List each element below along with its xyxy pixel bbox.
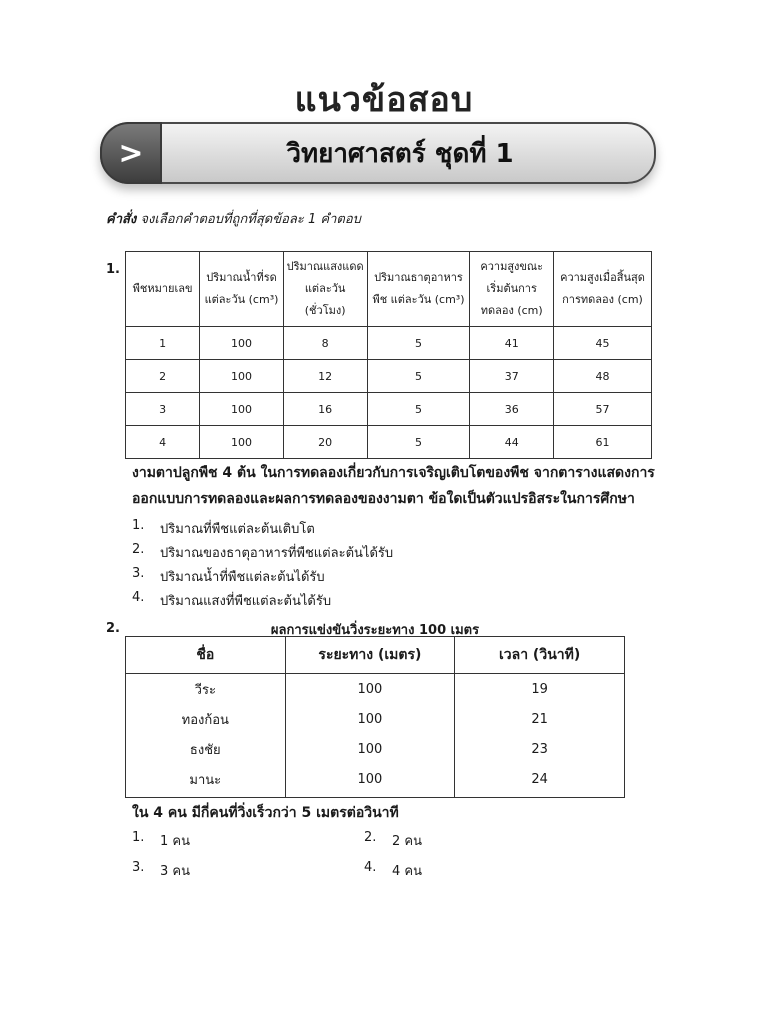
table-cell: 5 bbox=[367, 393, 470, 426]
race-results-table bbox=[125, 636, 625, 798]
question-2-options bbox=[132, 830, 484, 884]
question-line: ออกแบบการทดลองและผลการทดลองของงามตา ข้อใดเป็นตัวแปรอิสระในการศึกษา bbox=[132, 491, 635, 507]
column-header: ระยะทาง (เมตร) bbox=[285, 637, 455, 674]
table-row bbox=[126, 393, 652, 426]
table-cell: วีระ bbox=[126, 674, 286, 705]
table-cell: 21 bbox=[455, 704, 625, 734]
option-number: 1. bbox=[132, 518, 145, 533]
table-cell: 100 bbox=[285, 704, 455, 734]
answer-option[interactable] bbox=[132, 830, 364, 854]
instruction bbox=[106, 208, 361, 229]
question-line: งามตาปลูกพืช 4 ต้น ในการทดลองเกี่ยวกับการเจริญเติบโตของพืช จากตารางแสดงการ bbox=[132, 465, 655, 481]
table-cell: 100 bbox=[200, 393, 284, 426]
table-cell: 37 bbox=[470, 360, 553, 393]
table-cell: 24 bbox=[455, 764, 625, 798]
table-cell: 100 bbox=[200, 360, 284, 393]
option-number: 2. bbox=[132, 542, 145, 557]
column-header: ความสูงขณะ เริ่มต้นการ ทดลอง (cm) bbox=[470, 252, 553, 327]
column-header: พืชหมายเลข bbox=[126, 252, 200, 327]
table-cell: 1 bbox=[126, 327, 200, 360]
answer-option[interactable] bbox=[364, 830, 484, 854]
page-title: แนวข้อสอบ bbox=[294, 80, 474, 120]
table-cell: 48 bbox=[553, 360, 651, 393]
table-row bbox=[126, 426, 652, 459]
table-cell: 16 bbox=[283, 393, 367, 426]
table-cell: มานะ bbox=[126, 764, 286, 798]
table-cell: 100 bbox=[285, 734, 455, 764]
option-number: 4. bbox=[364, 860, 377, 875]
option-number: 4. bbox=[132, 590, 145, 605]
column-header: ชื่อ bbox=[126, 637, 286, 674]
answer-option[interactable] bbox=[132, 590, 393, 614]
question-2-text: ใน 4 คน มีกี่คนที่วิ่งเร็วกว่า 5 เมตรต่อวินาที bbox=[132, 805, 399, 821]
answer-option[interactable] bbox=[132, 566, 393, 590]
table-row bbox=[126, 327, 652, 360]
column-header: ปริมาณแสงแดด แต่ละวัน (ชั่วโมง) bbox=[283, 252, 367, 327]
table-cell: 100 bbox=[285, 674, 455, 705]
option-number: 3. bbox=[132, 566, 145, 581]
plant-experiment-table bbox=[125, 251, 652, 459]
option-text: 2 คน bbox=[392, 834, 422, 849]
table-cell: 19 bbox=[455, 674, 625, 705]
option-text: ปริมาณของธาตุอาหารที่พืชแต่ละต้นได้รับ bbox=[160, 546, 394, 561]
column-header: ความสูงเมื่อสิ้นสุด การทดลอง (cm) bbox=[553, 252, 651, 327]
table-header-row bbox=[126, 252, 652, 327]
table-row bbox=[126, 704, 625, 734]
table-cell: 44 bbox=[470, 426, 553, 459]
column-header: ปริมาณน้ำที่รด แต่ละวัน (cm³) bbox=[200, 252, 284, 327]
option-number: 1. bbox=[132, 830, 145, 845]
table-cell: 45 bbox=[553, 327, 651, 360]
option-text: ปริมาณน้ำที่พืชแต่ละต้นได้รับ bbox=[160, 570, 325, 585]
table-cell: 3 bbox=[126, 393, 200, 426]
option-text: 4 คน bbox=[392, 864, 422, 879]
table-cell: 5 bbox=[367, 327, 470, 360]
chevron-right-icon: > bbox=[100, 122, 162, 184]
race-table-title: ผลการแข่งขันวิ่งระยะทาง 100 เมตร bbox=[270, 623, 480, 638]
question-1-text bbox=[132, 460, 672, 512]
table-cell: 4 bbox=[126, 426, 200, 459]
table-row bbox=[126, 734, 625, 764]
question-1-number: 1. bbox=[106, 262, 120, 277]
option-number: 3. bbox=[132, 860, 145, 875]
table-cell: 100 bbox=[200, 426, 284, 459]
table-row bbox=[126, 674, 625, 705]
option-text: ปริมาณแสงที่พืชแต่ละต้นได้รับ bbox=[160, 594, 332, 609]
table-cell: 5 bbox=[367, 360, 470, 393]
banner-title: วิทยาศาสตร์ ชุดที่ 1 bbox=[286, 138, 514, 169]
table-cell: 20 bbox=[283, 426, 367, 459]
table-row bbox=[126, 764, 625, 798]
table-header-row bbox=[126, 637, 625, 674]
option-number: 2. bbox=[364, 830, 377, 845]
table-cell: 8 bbox=[283, 327, 367, 360]
table-cell: 100 bbox=[285, 764, 455, 798]
table-cell: ทองก้อน bbox=[126, 704, 286, 734]
table-cell: 57 bbox=[553, 393, 651, 426]
instruction-text: จงเลือกคำตอบที่ถูกที่สุดข้อละ 1 คำตอบ bbox=[140, 212, 361, 227]
question-1-options bbox=[132, 518, 393, 614]
option-text: 1 คน bbox=[160, 834, 190, 849]
answer-option[interactable] bbox=[364, 860, 484, 884]
table-cell: 36 bbox=[470, 393, 553, 426]
answer-option[interactable] bbox=[132, 542, 393, 566]
table-cell: ธงชัย bbox=[126, 734, 286, 764]
table-cell: 41 bbox=[470, 327, 553, 360]
answer-option[interactable] bbox=[132, 518, 393, 542]
instruction-label: คำสั่ง bbox=[106, 212, 137, 227]
table-cell: 12 bbox=[283, 360, 367, 393]
table-cell: 23 bbox=[455, 734, 625, 764]
answer-option[interactable] bbox=[132, 860, 364, 884]
table-row bbox=[126, 360, 652, 393]
column-header: เวลา (วินาที) bbox=[455, 637, 625, 674]
table-cell: 100 bbox=[200, 327, 284, 360]
option-text: ปริมาณที่พืชแต่ละต้นเติบโต bbox=[160, 522, 315, 537]
option-text: 3 คน bbox=[160, 864, 190, 879]
column-header: ปริมาณธาตุอาหารพืช แต่ละวัน (cm³) bbox=[367, 252, 470, 327]
table-cell: 61 bbox=[553, 426, 651, 459]
question-2-number: 2. bbox=[106, 621, 120, 636]
table-cell: 5 bbox=[367, 426, 470, 459]
table-cell: 2 bbox=[126, 360, 200, 393]
